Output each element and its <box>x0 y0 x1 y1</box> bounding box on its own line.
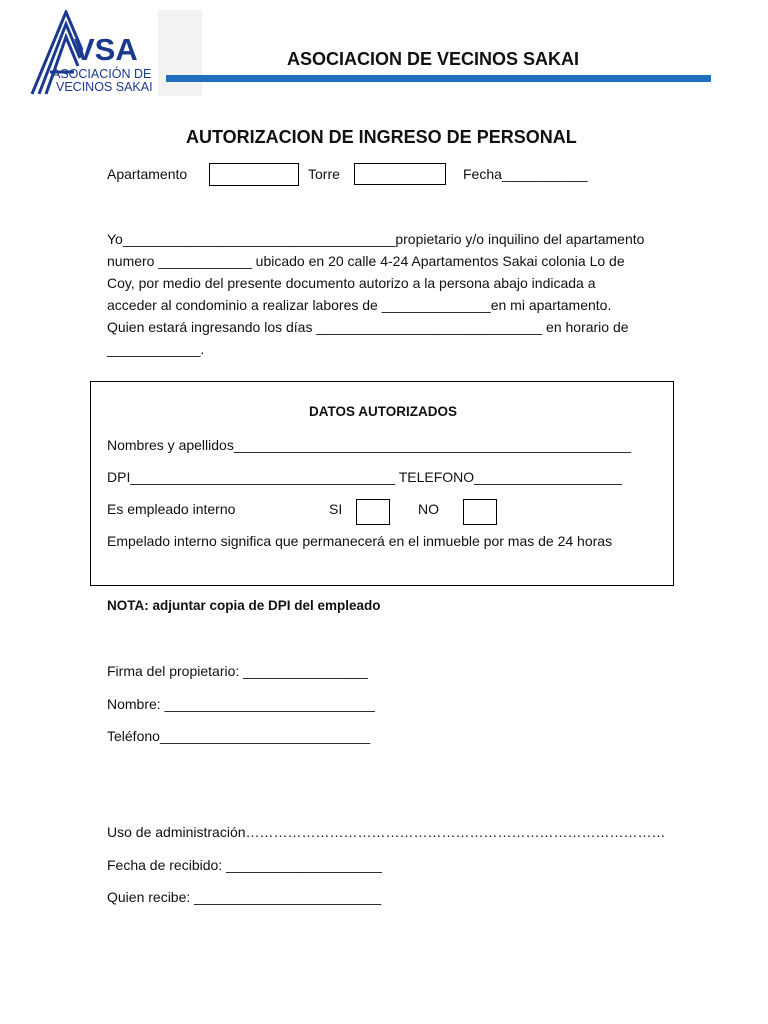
header-accent-line <box>166 75 711 82</box>
employee-label: Es empleado interno <box>107 501 236 517</box>
torre-label: Torre <box>308 166 340 182</box>
dpi-phone-field[interactable]: DPI__________________________________ TELEFONO___________________ <box>107 469 623 485</box>
nota-text: NOTA: adjuntar copia de DPI del empleado <box>107 598 381 613</box>
fecha-field[interactable]: Fecha___________ <box>463 166 588 182</box>
logo-line1: ASOCIACIÓN DE <box>52 67 152 81</box>
paragraph-line: acceder al condominio a realizar labores de ______________en mi apartamento. <box>107 297 612 313</box>
paragraph-line: ____________. <box>107 341 205 357</box>
paragraph-line: Coy, por medio del presente documento autorizo a la persona abajo indicada a <box>107 275 596 291</box>
employee-note: Empelado interno significa que permanecerá en el inmueble por mas de 24 horas <box>107 533 613 549</box>
document-title: AUTORIZACION DE INGRESO DE PERSONAL <box>186 127 577 147</box>
logo-line2: VECINOS SAKAI <box>56 80 153 94</box>
paragraph-line: Quien estará ingresando los días _____________________________ en horario de <box>107 319 629 335</box>
no-label: NO <box>418 501 439 517</box>
receiver-field[interactable]: Quien recibe: ________________________ <box>107 889 382 905</box>
authorization-paragraph <box>107 228 667 360</box>
authorized-title: DATOS AUTORIZADOS <box>309 404 458 419</box>
no-checkbox[interactable] <box>463 499 497 525</box>
si-checkbox[interactable] <box>356 499 390 525</box>
logo-abbreviation: VSA <box>74 32 138 67</box>
owner-name-field[interactable]: Nombre: ___________________________ <box>107 696 375 712</box>
torre-input[interactable] <box>354 163 446 185</box>
admin-use-label: Uso de administración……………………………………………………………………………… <box>107 824 666 840</box>
received-date-field[interactable]: Fecha de recibido: ____________________ <box>107 857 382 873</box>
names-field[interactable]: Nombres y apellidos___________________________________________________ <box>107 437 631 453</box>
apartamento-label: Apartamento <box>107 166 188 182</box>
association-logo <box>30 10 202 96</box>
owner-phone-field[interactable]: Teléfono___________________________ <box>107 728 371 744</box>
header-title: ASOCIACION DE VECINOS SAKAI <box>287 49 580 69</box>
paragraph-line: Yo___________________________________propietario y/o inquilino del apartamento <box>107 231 645 247</box>
paragraph-line: numero ____________ ubicado en 20 calle 4-24 Apartamentos Sakai colonia Lo de <box>107 253 625 269</box>
owner-signature-field[interactable]: Firma del propietario: ________________ <box>107 663 368 679</box>
si-label: SI <box>329 501 343 517</box>
apartamento-input[interactable] <box>209 163 299 186</box>
